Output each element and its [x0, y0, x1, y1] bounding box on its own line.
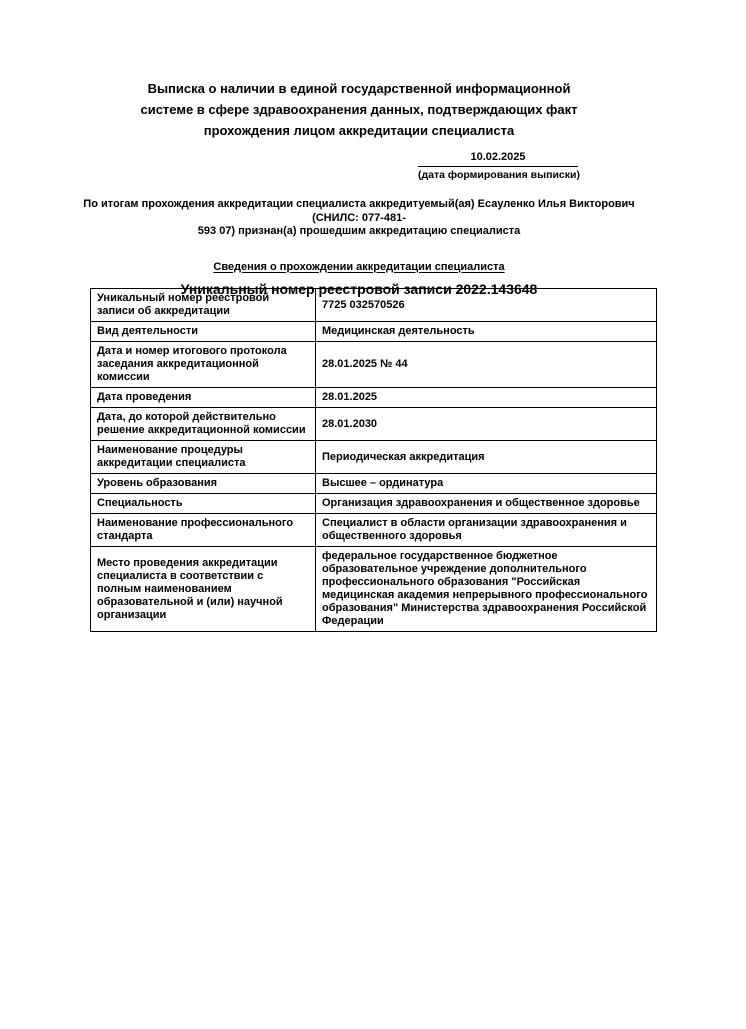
document-header — [76, 78, 642, 298]
document-title-line: системе в сфере здравоохранения данных, подтверждающих факт — [140, 102, 578, 117]
document-title-line: Выписка о наличии в единой государственной информационной — [147, 81, 571, 96]
row-label-cell: Вид деятельности — [91, 322, 316, 342]
row-value-cell: Высшее – ординатура — [316, 474, 657, 494]
document-title-line: прохождения лицом аккредитации специалиста — [203, 123, 515, 138]
row-value-cell: Специалист в области организации здравоохранения и общественного здоровья — [316, 514, 657, 547]
row-value-cell: 28.01.2030 — [316, 408, 657, 441]
row-label-cell: Дата и номер итогового протокола заседания аккредитационной комиссии — [91, 342, 316, 388]
table-row — [91, 547, 657, 632]
table-row — [91, 408, 657, 441]
row-label-cell: Дата проведения — [91, 388, 316, 408]
row-label-cell: Уровень образования — [91, 474, 316, 494]
intro-line: 593 07) признан(а) прошедшим аккредитацию специалиста — [197, 225, 521, 237]
table-row — [91, 514, 657, 547]
row-value-cell: Периодическая аккредитация — [316, 441, 657, 474]
table-row — [91, 474, 657, 494]
accreditation-table — [90, 288, 657, 632]
table-row — [91, 322, 657, 342]
row-label-cell: Специальность — [91, 494, 316, 514]
row-value-cell: Организация здравоохранения и общественное здоровье — [316, 494, 657, 514]
row-value-cell: 7725 032570526 — [316, 289, 657, 322]
table-row — [91, 494, 657, 514]
row-value-cell: 28.01.2025 № 44 — [316, 342, 657, 388]
row-value-cell: федеральное государственное бюджетное образовательное учреждение дополнительного профессионального образования "Российская медицинская академия непрерывного профессионального образования" Министерства здравоохранения Российской Федерации — [316, 547, 657, 632]
intro-paragraph — [76, 198, 642, 239]
row-value-cell: Медицинская деятельность — [316, 322, 657, 342]
table-row — [91, 441, 657, 474]
issue-date-value: 10.02.2025 — [418, 151, 578, 167]
issue-date-caption: (дата формирования выписки) — [418, 169, 580, 181]
intro-line: По итогам прохождения аккредитации специалиста аккредитуемый(ая) Есауленко Илья Викторович (СНИЛС: 077-481- — [83, 198, 635, 224]
row-label-cell: Наименование профессионального стандарта — [91, 514, 316, 547]
section-heading: Сведения о прохождении аккредитации специалиста — [213, 260, 505, 273]
document-title — [76, 78, 642, 141]
row-value-cell: 28.01.2025 — [316, 388, 657, 408]
row-label-cell: Дата, до которой действительно решение аккредитационной комиссии — [91, 408, 316, 441]
table-row — [91, 342, 657, 388]
row-label-cell: Место проведения аккредитации специалиста в соответствии с полным наименованием образовательной и (или) научной организации — [91, 547, 316, 632]
table-row — [91, 289, 657, 322]
row-label-cell: Уникальный номер реестровой записи об аккредитации — [91, 289, 316, 322]
row-label-cell: Наименование процедуры аккредитации специалиста — [91, 441, 316, 474]
registry-number-heading: Уникальный номер реестровой записи 2022.143648 — [180, 280, 538, 297]
table-row — [91, 388, 657, 408]
issue-date-block — [418, 151, 578, 181]
